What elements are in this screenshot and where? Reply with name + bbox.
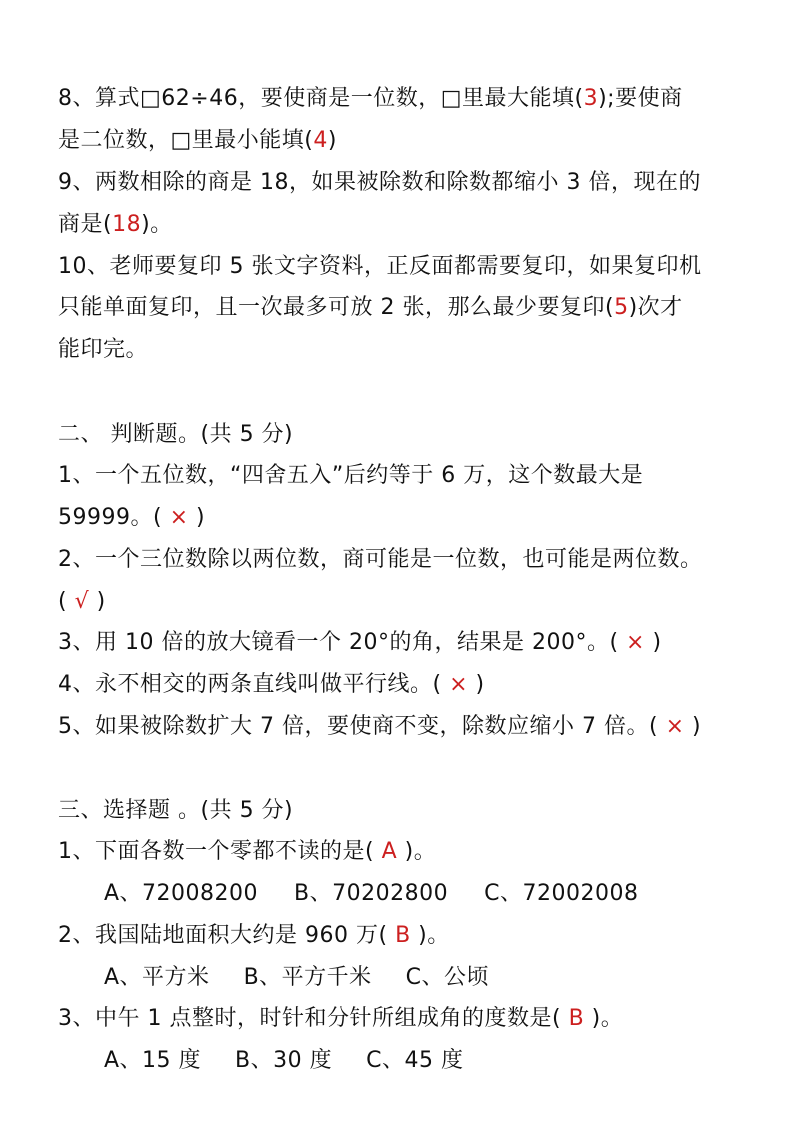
judge-q2-line2	[58, 587, 763, 617]
judge-q2-answer: √	[74, 589, 90, 614]
judge-heading: 二、 判断题。(共 5 分)	[58, 422, 294, 447]
judge-q3-answer: ×	[626, 630, 645, 655]
judge-q1-line2	[58, 503, 763, 533]
q8-text-post: );要使商	[598, 86, 683, 111]
choice-q3-option-b: B、30 度	[235, 1048, 333, 1073]
choice-q3-close: )。	[591, 1006, 624, 1031]
judge-q5	[58, 712, 763, 742]
choice-q2-option-b: B、平方千米	[243, 965, 372, 990]
choice-q1	[58, 837, 763, 867]
q9-text-post: )。	[141, 212, 173, 237]
choice-q2-option-a: A、平方米	[104, 965, 210, 990]
choice-q1-close: )。	[404, 839, 437, 864]
choice-q1-answer: A	[381, 839, 398, 864]
choice-q3-text: 3、中午 1 点整时，时针和分针所组成角的度数是(	[58, 1006, 562, 1031]
judge-q2-open: (	[58, 589, 68, 614]
choice-heading: 三、选择题 。(共 5 分)	[58, 798, 294, 823]
judge-q5-close: )	[692, 714, 702, 739]
q10-text-post: )次才	[628, 295, 683, 320]
q8-text2: 是二位数，□里最小能填(	[58, 128, 314, 153]
q8-text: 8、算式□62÷46，要使商是一位数，□里最大能填(	[58, 86, 584, 111]
judge-q4-answer: ×	[449, 672, 469, 697]
choice-q1-text: 1、下面各数一个零都不读的是(	[58, 839, 375, 864]
choice-q3	[58, 1004, 763, 1034]
judge-q3	[58, 628, 763, 658]
judge-q4	[58, 670, 763, 700]
choice-q2-answer: B	[395, 923, 411, 948]
choice-q2-text: 2、我国陆地面积大约是 960 万(	[58, 923, 388, 948]
choice-q1-options	[104, 879, 763, 909]
q10-line1: 10、老师要复印 5 张文字资料，正反面都需要复印，如果复印机	[58, 254, 702, 279]
q8-line2	[58, 126, 763, 156]
q8-line1	[58, 84, 763, 114]
judge-q1-line1: 1、一个五位数，“四舍五入”后约等于 6 万，这个数最大是	[58, 463, 644, 488]
judge-q4-close: )	[475, 672, 485, 697]
q10-line2	[58, 293, 763, 323]
q8-answer2: 4	[313, 128, 328, 153]
choice-q2	[58, 921, 763, 951]
judge-q3-text: 3、用 10 倍的放大镜看一个 20°的角，结果是 200°。(	[58, 630, 619, 655]
judge-q1-text: 59999。(	[58, 505, 163, 530]
choice-q2-close: )。	[418, 923, 450, 948]
judge-q5-answer: ×	[665, 714, 685, 739]
q9-line2	[58, 210, 763, 240]
choice-q1-option-a: A、72008200	[104, 881, 259, 906]
choice-q1-option-c: C、72002008	[484, 881, 639, 906]
q10-line3: 能印完。	[58, 337, 149, 362]
judge-q1-answer: ×	[169, 505, 189, 530]
choice-q2-options	[104, 963, 763, 993]
q10-answer: 5	[614, 295, 629, 320]
judge-q3-close: )	[652, 630, 662, 655]
choice-q1-option-b: B、70202800	[294, 881, 449, 906]
judge-q5-text: 5、如果被除数扩大 7 倍，要使商不变，除数应缩小 7 倍。(	[58, 714, 659, 739]
judge-q1-close: )	[196, 505, 206, 530]
choice-q3-answer: B	[568, 1006, 585, 1031]
choice-q2-option-c: C、公顷	[405, 965, 490, 990]
judge-q4-text: 4、永不相交的两条直线叫做平行线。(	[58, 672, 442, 697]
judge-q2-close: )	[96, 589, 106, 614]
q8-text2-post: )	[327, 128, 337, 153]
judge-q2-line1: 2、一个三位数除以两位数，商可能是一位数，也可能是两位数。	[58, 547, 703, 572]
q9-line1: 9、两数相除的商是 18，如果被除数和除数都缩小 3 倍，现在的	[58, 170, 701, 195]
choice-q3-option-a: A、15 度	[104, 1048, 202, 1073]
choice-q3-option-c: C、45 度	[366, 1048, 464, 1073]
q9-answer: 18	[112, 212, 142, 237]
q10-text: 只能单面复印，且一次最多可放 2 张，那么最少要复印(	[58, 295, 615, 320]
q9-text: 商是(	[58, 212, 113, 237]
choice-q3-options	[104, 1046, 763, 1076]
q8-answer1: 3	[583, 86, 599, 111]
